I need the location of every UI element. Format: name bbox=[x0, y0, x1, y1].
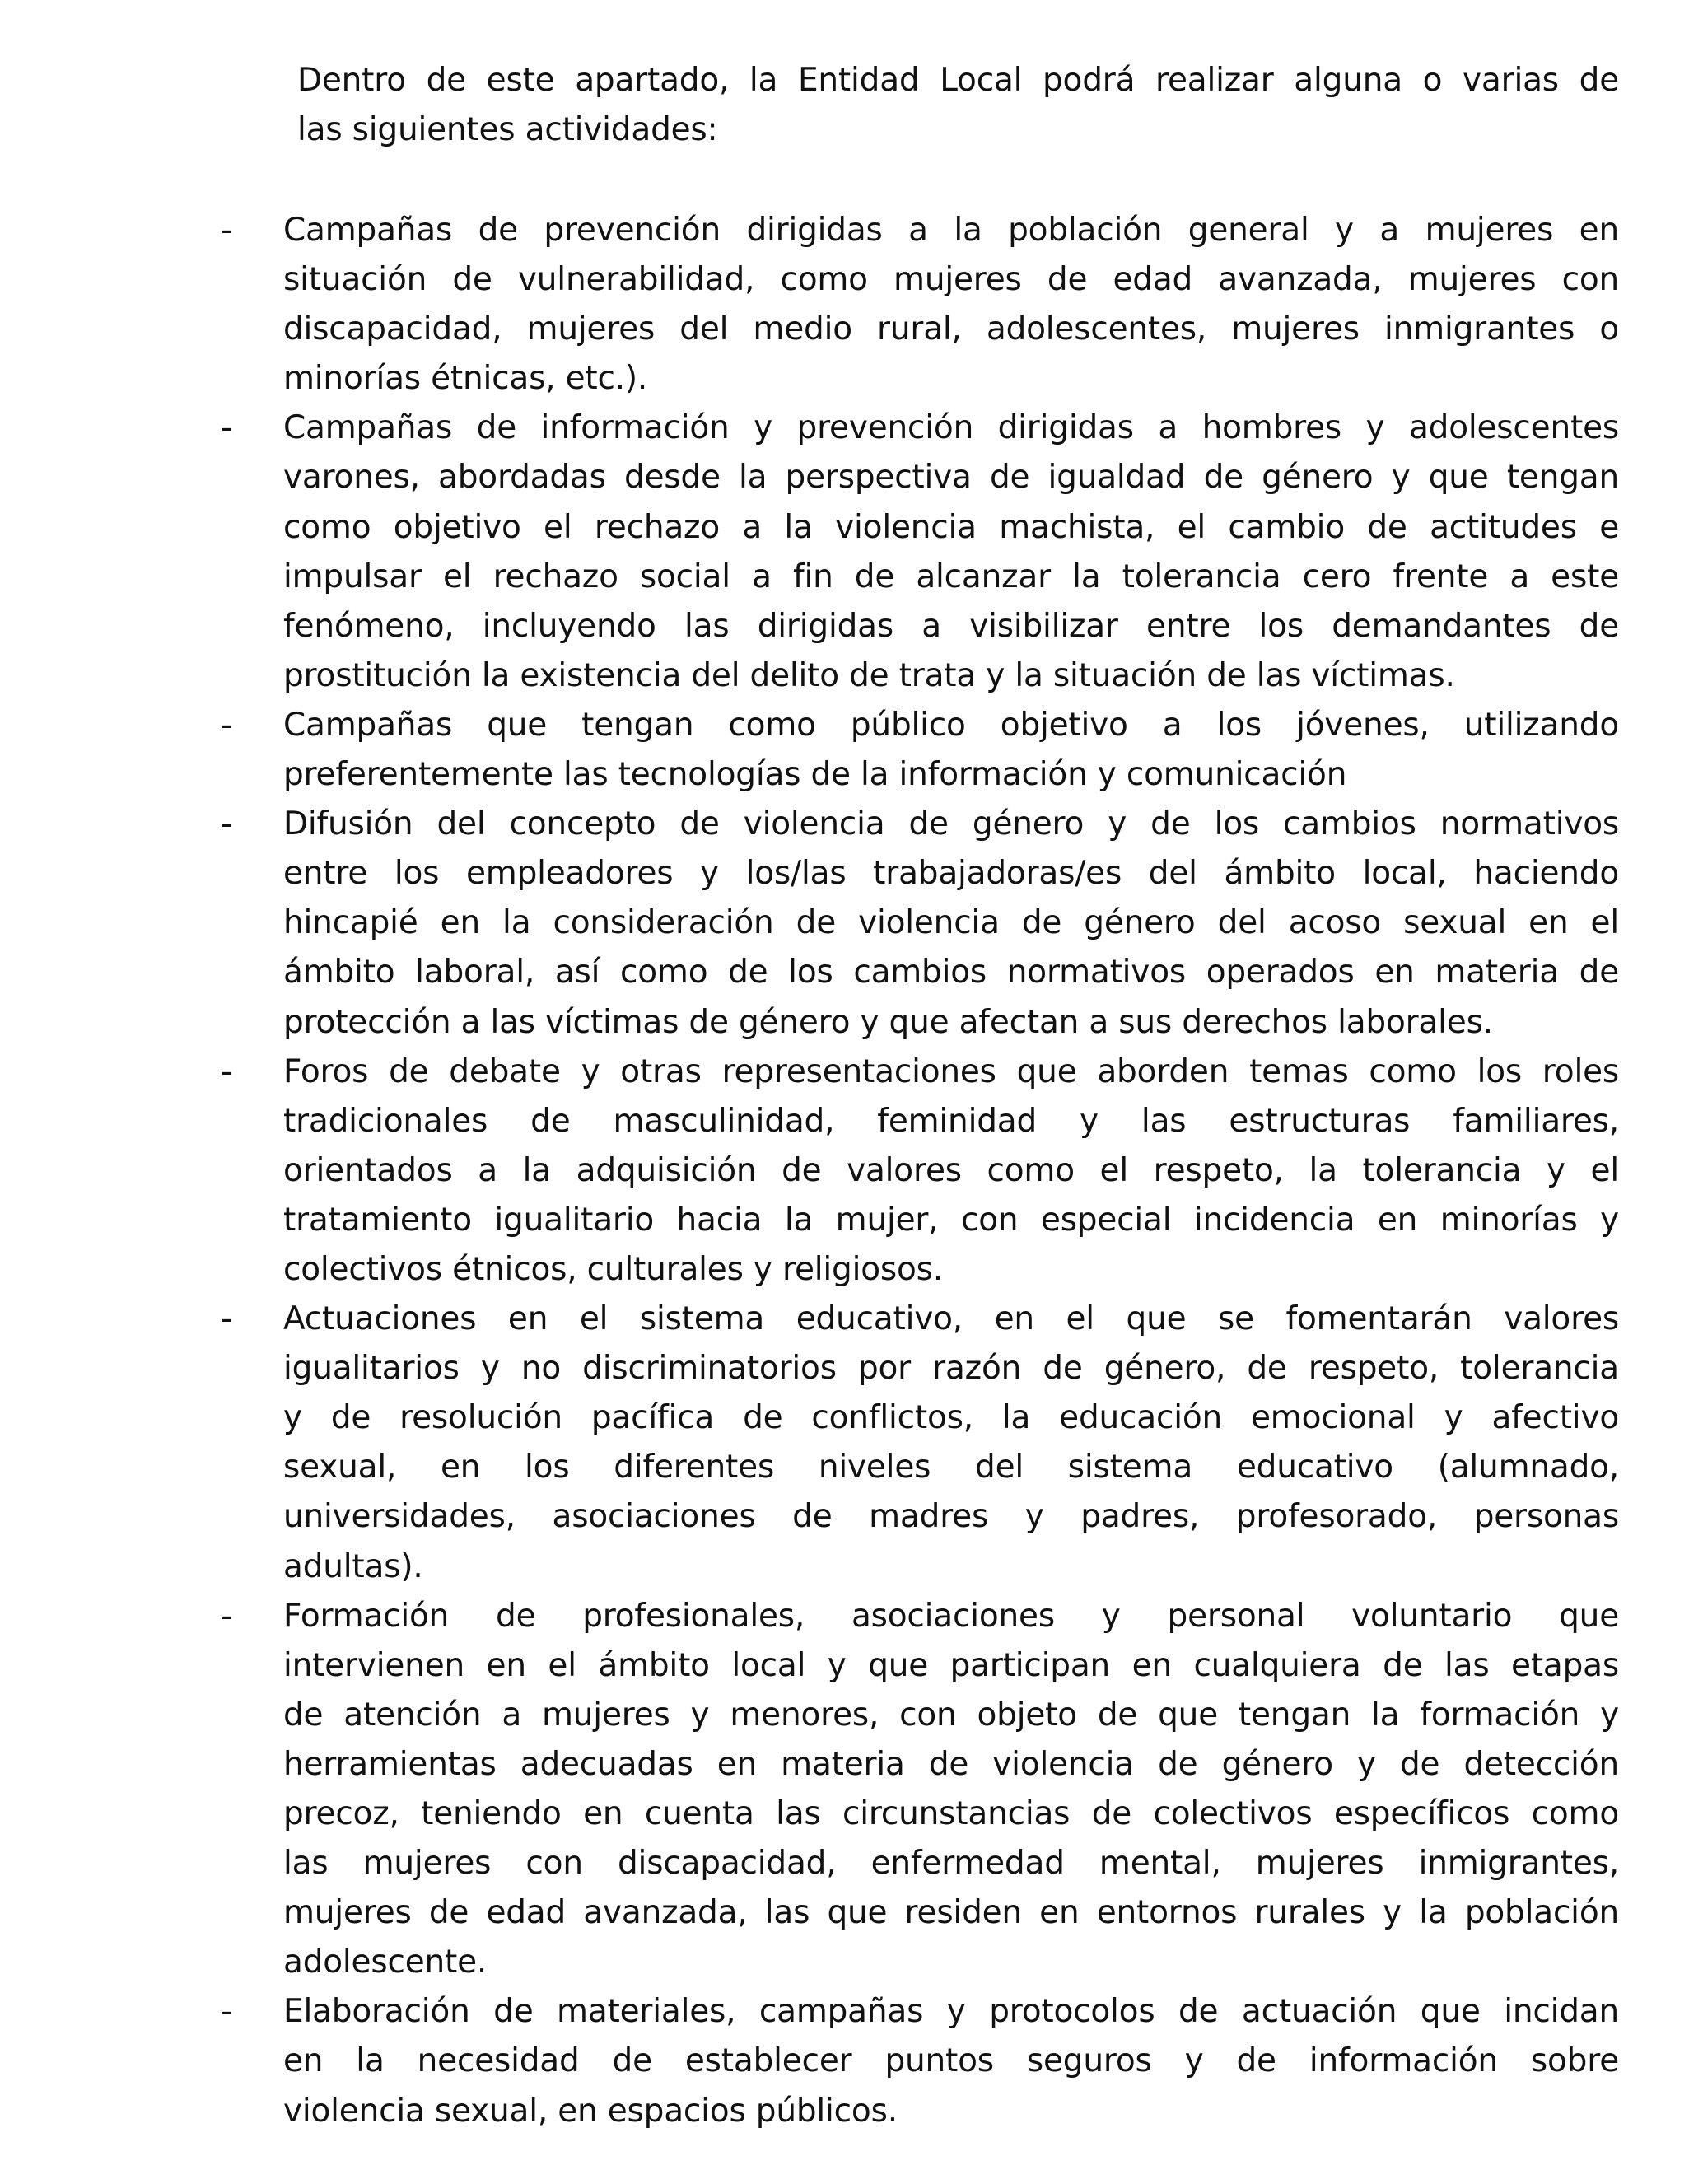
list-item bbox=[0, 1592, 1703, 1988]
list-item-line: como objetivo el rechazo a la violencia machista, el cambio de actitudes e bbox=[283, 508, 1619, 546]
bullet-dash: - bbox=[221, 706, 233, 744]
list-item-line: adolescente. bbox=[283, 1944, 488, 1981]
list-item-line: impulsar el rechazo social a fin de alcanzar la tolerancia cero frente a este bbox=[283, 558, 1619, 595]
list-item-text bbox=[283, 800, 1619, 1047]
list-item-line: Foros de debate y otras representaciones que aborden temas como los roles bbox=[283, 1052, 1619, 1090]
list-item-line: mujeres de edad avanzada, las que residen en entornos rurales y la población bbox=[283, 1894, 1619, 1932]
list-item-line: y de resolución pacífica de conflictos, la educación emocional y afectivo bbox=[283, 1399, 1619, 1437]
activities-list bbox=[0, 206, 1703, 2136]
list-item bbox=[0, 701, 1703, 800]
list-item-line: Campañas que tengan como público objetivo a los jóvenes, utilizando bbox=[283, 706, 1619, 744]
bullet-dash: - bbox=[221, 1597, 233, 1635]
bullet-dash: - bbox=[221, 1052, 233, 1090]
intro-line: Dentro de este apartado, la Entidad Local podrá realizar alguna o varias de bbox=[297, 62, 1619, 99]
list-item bbox=[0, 1987, 1703, 2135]
list-item-line: igualitarios y no discriminatorios por razón de género, de respeto, tolerancia bbox=[283, 1350, 1619, 1388]
list-item-line: colectivos étnicos, culturales y religiosos. bbox=[283, 1250, 943, 1288]
list-item-line: discapacidad, mujeres del medio rural, adolescentes, mujeres inmigrantes o bbox=[283, 310, 1619, 348]
list-item-text bbox=[283, 404, 1619, 701]
list-item-line: minorías étnicas, etc.). bbox=[283, 360, 648, 398]
list-item-line: ámbito laboral, así como de los cambios normativos operados en materia de bbox=[283, 954, 1619, 992]
bullet-dash: - bbox=[221, 1300, 233, 1338]
list-item-line: tratamiento igualitario hacia la mujer, con especial incidencia en minorías y bbox=[283, 1201, 1619, 1239]
bullet-dash: - bbox=[221, 409, 233, 447]
list-item-line: de atención a mujeres y menores, con objeto de que tengan la formación y bbox=[283, 1696, 1619, 1734]
list-item-line: situación de vulnerabilidad, como mujeres de edad avanzada, mujeres con bbox=[283, 261, 1619, 299]
list-item-line: violencia sexual, en espacios públicos. bbox=[283, 2092, 898, 2130]
list-item-text bbox=[283, 701, 1619, 800]
list-item-line: herramientas adecuadas en materia de violencia de género y de detección bbox=[283, 1745, 1619, 1783]
list-item-line: precoz, teniendo en cuenta las circunstancias de colectivos específicos como bbox=[283, 1795, 1619, 1832]
list-item bbox=[0, 206, 1703, 404]
list-item-line: protección a las víctimas de género y que afectan a sus derechos laborales. bbox=[283, 1003, 1493, 1041]
intro-paragraph bbox=[297, 56, 1619, 155]
list-item-line: fenómeno, incluyendo las dirigidas a visibilizar entre los demandantes de bbox=[283, 607, 1619, 645]
list-item-line: las mujeres con discapacidad, enfermedad mental, mujeres inmigrantes, bbox=[283, 1845, 1619, 1883]
bullet-dash: - bbox=[221, 805, 233, 843]
bullet-dash: - bbox=[221, 1993, 233, 2031]
list-item-line: preferentemente las tecnologías de la información y comunicación bbox=[283, 756, 1347, 794]
list-item-line: prostitución la existencia del delito de trata y la situación de las víctimas. bbox=[283, 656, 1455, 694]
list-item-line: Campañas de información y prevención dirigidas a hombres y adolescentes bbox=[283, 409, 1619, 447]
list-item-line: en la necesidad de establecer puntos seguros y de información sobre bbox=[283, 2042, 1619, 2080]
bullet-dash: - bbox=[221, 212, 233, 249]
list-item-line: sexual, en los diferentes niveles del sistema educativo (alumnado, bbox=[283, 1449, 1619, 1486]
list-item-text bbox=[283, 1987, 1619, 2135]
list-item-line: Formación de profesionales, asociaciones y personal voluntario que bbox=[283, 1597, 1619, 1635]
list-item-line: hincapié en la consideración de violencia de género del acoso sexual en el bbox=[283, 904, 1619, 942]
list-item-text bbox=[283, 1048, 1619, 1295]
list-item-line: Campañas de prevención dirigidas a la población general y a mujeres en bbox=[283, 212, 1619, 249]
intro-line: las siguientes actividades: bbox=[297, 111, 718, 149]
list-item bbox=[0, 1295, 1703, 1592]
list-item-line: entre los empleadores y los/las trabajadoras/es del ámbito local, haciendo bbox=[283, 855, 1619, 893]
list-item-line: Difusión del concepto de violencia de género y de los cambios normativos bbox=[283, 805, 1619, 843]
list-item-line: intervienen en el ámbito local y que participan en cualquiera de las etapas bbox=[283, 1646, 1619, 1684]
list-item-text bbox=[283, 1295, 1619, 1592]
list-item-line: orientados a la adquisición de valores como el respeto, la tolerancia y el bbox=[283, 1151, 1619, 1189]
list-item bbox=[0, 404, 1703, 701]
list-item-text bbox=[283, 1592, 1619, 1988]
list-item bbox=[0, 800, 1703, 1047]
list-item-text bbox=[283, 206, 1619, 404]
list-item-line: tradicionales de masculinidad, feminidad y las estructuras familiares, bbox=[283, 1102, 1619, 1140]
list-item-line: adultas). bbox=[283, 1547, 423, 1585]
list-item-line: universidades, asociaciones de madres y padres, profesorado, personas bbox=[283, 1498, 1619, 1536]
list-item-line: Elaboración de materiales, campañas y protocolos de actuación que incidan bbox=[283, 1993, 1619, 2031]
list-item-line: varones, abordadas desde la perspectiva de igualdad de género y que tengan bbox=[283, 459, 1619, 497]
list-item-line: Actuaciones en el sistema educativo, en el que se fomentarán valores bbox=[283, 1300, 1619, 1338]
list-item bbox=[0, 1048, 1703, 1295]
